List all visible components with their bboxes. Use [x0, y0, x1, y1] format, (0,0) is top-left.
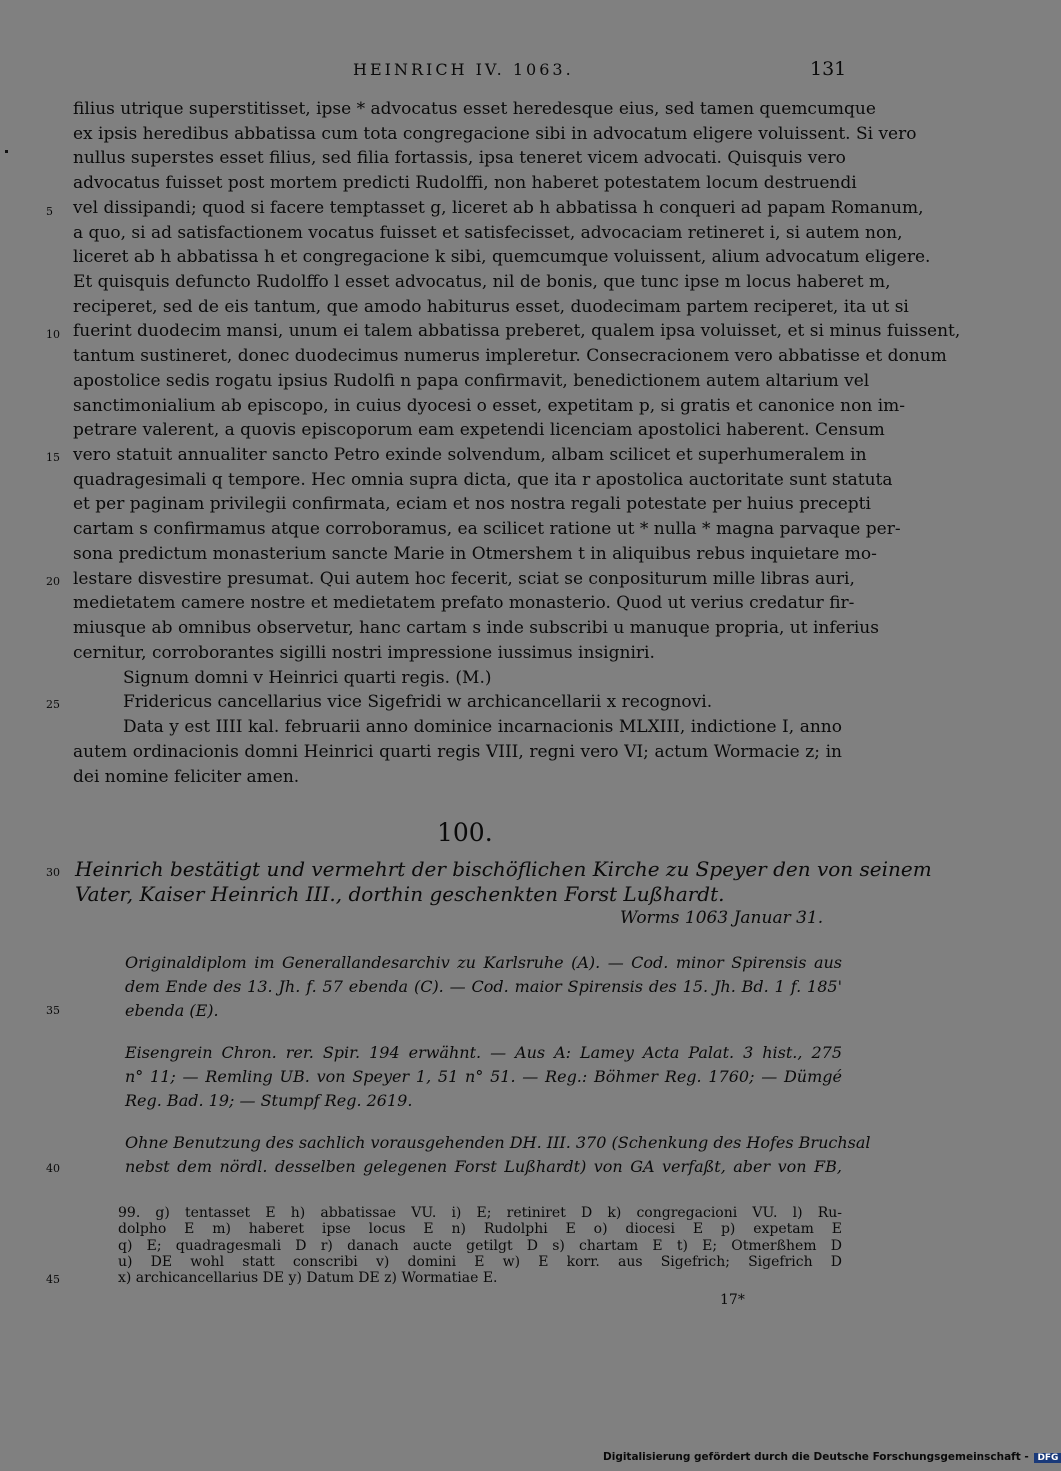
- text-line: a quo, si ad satisfactionem vocatus fuisset et satisfecisset, advocaciam retineret i, si autem non,: [73, 223, 903, 243]
- page-number: 131: [810, 58, 847, 80]
- text-line: sona predictum monasterium sancte Marie in Otmershem t in aliquibus rebus inquietare mo-: [73, 544, 877, 564]
- line-number: 30: [46, 866, 60, 879]
- data-line: autem ordinacionis domni Heinrici quarti regis VIII, regni vero VI; actum Wormacie z; in: [73, 742, 842, 762]
- line-number: 40: [46, 1162, 60, 1175]
- speck-mark: [5, 150, 8, 153]
- text-line: apostolice sedis rogatu ipsius Rudolfi n papa confirmavit, benedictionem autem altarium vel: [73, 371, 870, 391]
- footnote-line: 99. g) tentasset E h) abbatissae VU. i) E; retiniret D k) congregacioni VU. l) Ru-: [118, 1205, 842, 1221]
- text-line: filius utrique superstitisset, ipse * advocatus esset heredesque eius, sed tamen quemcumque: [73, 99, 876, 119]
- text-line: quadragesimali q tempore. Hec omnia supra dicta, que ita r apostolica auctoritate sunt statuta: [73, 470, 893, 490]
- text-line: medietatem camere nostre et medietatem prefato monasterio. Quod ut verius credatur fir-: [73, 593, 855, 613]
- text-line: tantum sustineret, donec duodecimus numerus impleretur. Consecracionem vero abbatisse et donum: [73, 346, 947, 366]
- text-line: et per paginam privilegii confirmata, eciam et nos nostra regali potestate per huius precepti: [73, 494, 871, 514]
- note-line: Eisengrein Chron. rer. Spir. 194 erwähnt. — Aus A: Lamey Acta Palat. 3 hist., 275: [125, 1043, 842, 1062]
- footnote-line: u) DE wohl statt conscribi v) domini E w) E korr. aus Sigefrich; Sigefrich D: [118, 1254, 842, 1270]
- digitization-footer: [603, 1451, 1061, 1463]
- text-line: sanctimonialium ab episcopo, in cuius dyocesi o esset, expetitam p, si gratis et canonice non im-: [73, 396, 906, 416]
- document-date: Worms 1063 Januar 31.: [620, 908, 824, 928]
- line-number: 15: [46, 451, 60, 464]
- signum-line: Signum domni v Heinrici quarti regis. (M.): [123, 668, 492, 688]
- line-number: 5: [46, 205, 53, 218]
- text-line: liceret ab h abbatissa h et congregacione k sibi, quemcumque voluissent, alium advocatum eligere.: [73, 247, 931, 267]
- text-line: advocatus fuisset post mortem predicti Rudolffi, non haberet potestatem locum destruendi: [73, 173, 857, 193]
- text-line: cartam s confirmamus atque corroboramus, ea scilicet ratione ut * nulla * magna parvaque per-: [73, 519, 901, 539]
- line-number: 45: [46, 1273, 60, 1286]
- page-header: [0, 60, 1000, 84]
- document-title: Heinrich bestätigt und vermehrt der bischöflichen Kirche zu Speyer den von seinem: [75, 857, 932, 881]
- text-line: nullus superstes esset filius, sed filia fortassis, ipsa teneret vicem advocati. Quisquis vero: [73, 148, 846, 168]
- note-line: n° 11; — Remling UB. von Speyer 1, 51 n° 51. — Reg.: Böhmer Reg. 1760; — Dümgé: [125, 1067, 842, 1086]
- text-line: vero statuit annualiter sancto Petro exinde solvendum, albam scilicet et superhumeralem in: [73, 445, 867, 465]
- recognition-line: Fridericus cancellarius vice Sigefridi w archicancellarii x recognovi.: [123, 692, 713, 712]
- line-number: 25: [46, 698, 60, 711]
- text-line: Et quisquis defuncto Rudolffo l esset advocatus, nil de bonis, que tunc ipse m locus haberet m,: [73, 272, 891, 292]
- text-line: reciperet, sed de eis tantum, que amodo habiturus esset, duodecimam partem reciperet, ita ut si: [73, 297, 909, 317]
- text-line: cernitur, corroborantes sigilli nostri impressione iussimus insigniri.: [73, 643, 655, 663]
- data-line: dei nomine feliciter amen.: [73, 767, 300, 787]
- note-line: nebst dem nördl. desselben gelegenen Forst Lußhardt) von GA verfaßt, aber von FB,: [125, 1157, 842, 1176]
- signature-mark: 17*: [720, 1292, 745, 1308]
- note-line: Ohne Benutzung des sachlich vorausgehenden DH. III. 370 (Schenkung des Hofes Bruchsal: [125, 1133, 871, 1152]
- running-head: HEINRICH IV. 1063.: [353, 60, 574, 79]
- footnote-line: x) archicancellarius DE y) Datum DE z) Wormatiae E.: [118, 1270, 498, 1286]
- text-line: petrare valerent, a quovis episcoporum eam expetendi licenciam apostolici haberent. Censum: [73, 420, 885, 440]
- document-title: Vater, Kaiser Heinrich III., dorthin geschenkten Forst Lußhardt.: [75, 882, 725, 906]
- footnote-line: dolpho E m) haberet ipse locus E n) Rudolphi E o) diocesi E p) expetam E: [118, 1221, 842, 1237]
- text-line: vel dissipandi; quod si facere temptasset g, liceret ab h abbatissa h conqueri ad papam Romanum,: [73, 198, 924, 218]
- document-number: 100.: [437, 818, 493, 847]
- data-line: Data y est IIII kal. februarii anno dominice incarnacionis MLXIII, indictione I, anno: [123, 717, 842, 737]
- dfg-logo: DFG: [1034, 1453, 1061, 1463]
- line-number: 35: [46, 1004, 60, 1017]
- footer-text: Digitalisierung gefördert durch die Deutsche Forschungsgemeinschaft -: [603, 1451, 1029, 1463]
- note-line: dem Ende des 13. Jh. f. 57 ebenda (C). — Cod. maior Spirensis des 15. Jh. Bd. 1 f. 185': [125, 977, 842, 996]
- text-line: ex ipsis heredibus abbatissa cum tota congregacione sibi in advocatum eligere voluissent. Si vero: [73, 124, 917, 144]
- text-line: fuerint duodecim mansi, unum ei talem abbatissa preberet, qualem ipsa voluisset, et si minus fuissent,: [73, 321, 961, 341]
- line-number: 20: [46, 575, 60, 588]
- note-line: ebenda (E).: [125, 1001, 219, 1020]
- note-line: Originaldiplom im Generallandesarchiv zu Karlsruhe (A). — Cod. minor Spirensis aus: [125, 953, 842, 972]
- note-line: Reg. Bad. 19; — Stumpf Reg. 2619.: [125, 1091, 413, 1110]
- line-number: 10: [46, 328, 60, 341]
- text-line: miusque ab omnibus observetur, hanc cartam s inde subscribi u manuque propria, ut inferius: [73, 618, 879, 638]
- footnote-line: q) E; quadragesmali D r) danach aucte getilgt D s) chartam E t) E; Otmerßhem D: [118, 1238, 842, 1254]
- text-line: lestare disvestire presumat. Qui autem hoc fecerit, sciat se conpositurum mille libras auri,: [73, 569, 855, 589]
